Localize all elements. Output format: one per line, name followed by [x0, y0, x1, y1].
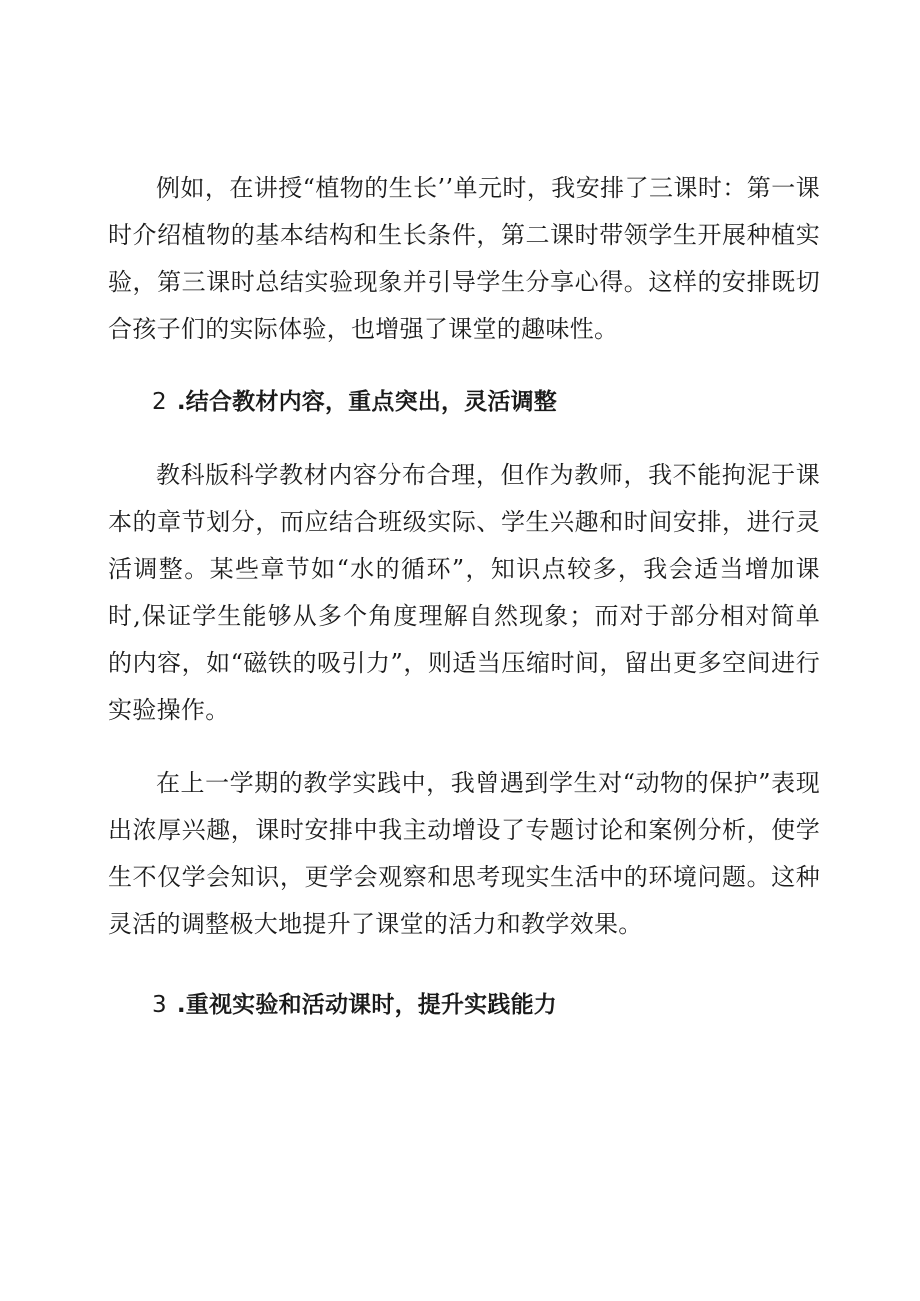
section-number: 2	[152, 389, 167, 415]
section-title: .结合教材内容，重点突出，灵活调整	[176, 389, 557, 415]
paragraph-plant-growth-example: 例如，在讲授“植物的生长’’单元时，我安排了三课时：第一课时介绍植物的基本结构和生长条件，第二课时带领学生开展种植实验，第三课时总结实验现象并引导学生分享心得。这样的安排既切合孩子们的实际体验，也增强了课堂的趣味性。	[108, 174, 820, 343]
document-body	[108, 165, 820, 1029]
paragraph-animal-protection-example: 在上一学期的教学实践中，我曾遇到学生对“动物的保护”表现出浓厚兴趣，课时安排中我主动增设了专题讨论和案例分析，使学生不仅学会知识，更学会观察和思考现实生活中的环境问题。这种灵活的调整极大地提升了课堂的活力和教学效果。	[108, 769, 820, 938]
paragraph-flexible-adjustment: 教科版科学教材内容分布合理，但作为教师，我不能拘泥于课本的章节划分，而应结合班级实际、学生兴趣和时间安排，进行灵活调整。某些章节如“水的循环”，知识点较多，我会适当增加课时,保证学生能够从多个角度理解自然现象；而对于部分相对简单的内容，如“磁铁的吸引力”，则适当压缩时间，留出更多空间进行实验操作。	[108, 461, 820, 724]
section-number: 3	[152, 992, 167, 1018]
section-title: .重视实验和活动课时，提升实践能力	[176, 992, 557, 1018]
section-heading-3	[108, 982, 820, 1029]
section-heading-2	[108, 379, 820, 426]
